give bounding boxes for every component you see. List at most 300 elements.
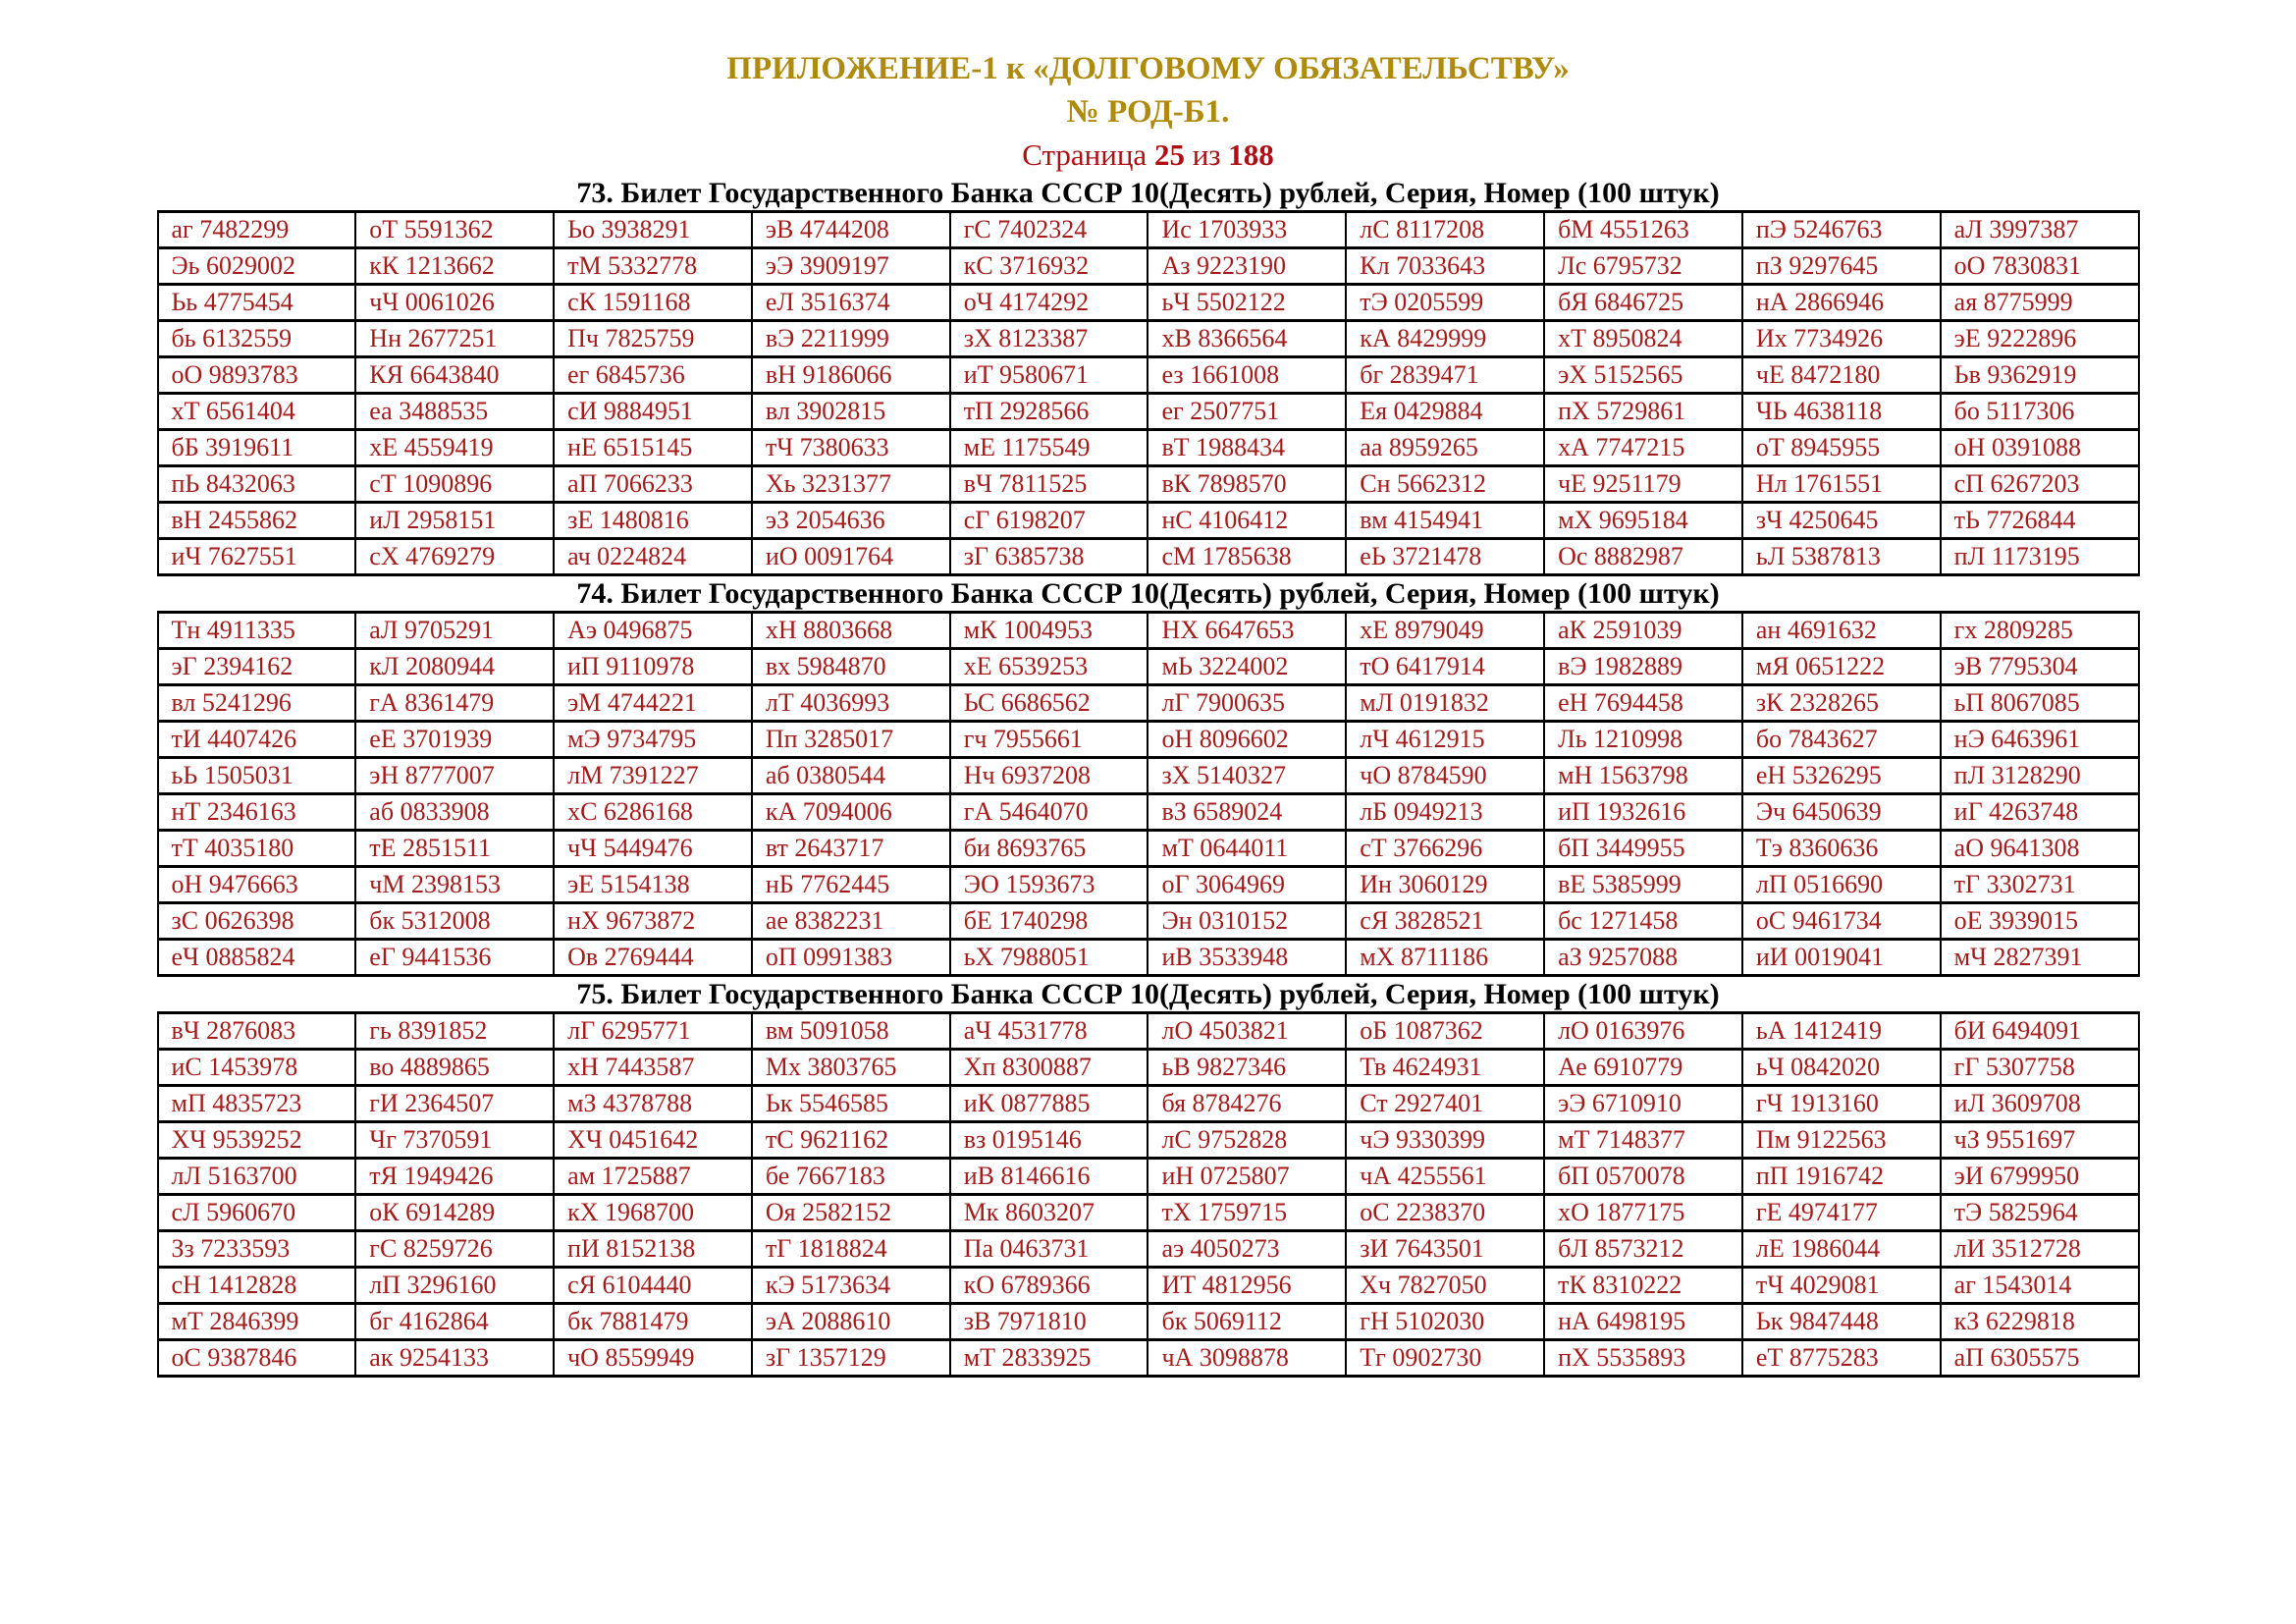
serial-cell: вН 2455862 [158,503,356,539]
serial-cell: Па 0463731 [950,1231,1148,1268]
of-word: из [1192,137,1221,172]
serial-cell: Чг 7370591 [355,1122,554,1159]
serial-cell: пЛ 1173195 [1941,539,2139,575]
serial-cell: аЛ 9705291 [355,613,554,649]
appendix-title: ПРИЛОЖЕНИЕ-1 к «ДОЛГОВОМУ ОБЯЗАТЕЛЬСТВУ» [726,51,1570,86]
serial-cell: эГ 2394162 [158,649,356,685]
serial-cell: бг 2839471 [1346,357,1544,394]
serial-cell: тЧ 4029081 [1742,1268,1941,1304]
serial-cell: мП 4835723 [158,1086,356,1122]
serial-cell: зЕ 1480816 [554,503,752,539]
serial-cell: гГ 5307758 [1941,1050,2139,1086]
serial-cell: аК 2591039 [1544,613,1742,649]
serial-cell: мХ 8711186 [1346,940,1544,976]
table-row [158,903,2139,940]
serial-cell: чО 8559949 [554,1340,752,1377]
serial-cell: лЕ 1986044 [1742,1231,1941,1268]
serial-cell: тЬ 7726844 [1941,503,2139,539]
serial-cell: еа 3488535 [355,394,554,430]
serial-cell: мК 1004953 [950,613,1148,649]
serial-cell: иК 0877885 [950,1086,1148,1122]
serial-cell: лТ 4036993 [752,685,950,722]
serial-cell: вЧ 2876083 [158,1013,356,1050]
table-row [158,539,2139,575]
serial-cell: хЕ 8979049 [1346,613,1544,649]
serial-cell: бЕ 1740298 [950,903,1148,940]
serial-cell: иЧ 7627551 [158,539,356,575]
serial-cell: ХЧ 0451642 [554,1122,752,1159]
serial-cell: мЕ 1175549 [950,430,1148,466]
serial-cell: бь 6132559 [158,321,356,357]
table-row [158,430,2139,466]
table-row [158,357,2139,394]
serial-cell: вм 4154941 [1346,503,1544,539]
serial-cell: вЧ 7811525 [950,466,1148,503]
serial-cell: мТ 2846399 [158,1304,356,1340]
serial-cell: аб 0833908 [355,794,554,831]
serial-cell: Ьв 9362919 [1941,357,2139,394]
table-section-75 [0,978,2296,1378]
serial-cell: сМ 1785638 [1148,539,1346,575]
serial-cell: тХ 1759715 [1148,1195,1346,1231]
serial-cell: Тг 0902730 [1346,1340,1544,1377]
serial-cell: бЛ 8573212 [1544,1231,1742,1268]
serial-cell: чМ 2398153 [355,867,554,903]
serial-cell: иИ 0019041 [1742,940,1941,976]
serial-cell: НХ 6647653 [1148,613,1346,649]
serial-cell: бо 7843627 [1742,722,1941,758]
serial-cell: зС 0626398 [158,903,356,940]
serial-cell: иН 0725807 [1148,1159,1346,1195]
serial-cell: оС 9387846 [158,1340,356,1377]
serial-cell: тЭ 5825964 [1941,1195,2139,1231]
serial-cell: Хч 7827050 [1346,1268,1544,1304]
serial-cell: сТ 1090896 [355,466,554,503]
serial-cell: ХЧ 9539252 [158,1122,356,1159]
serial-cell: ач 0224824 [554,539,752,575]
serial-cell: Тн 4911335 [158,613,356,649]
serial-cell: ьЬ 1505031 [158,758,356,794]
serial-cell: кО 6789366 [950,1268,1148,1304]
serial-cell: во 4889865 [355,1050,554,1086]
serial-cell: сЯ 6104440 [554,1268,752,1304]
serial-cell: зВ 7971810 [950,1304,1148,1340]
serial-cell: мН 1563798 [1544,758,1742,794]
serial-cell: ЧЬ 4638118 [1742,394,1941,430]
serial-cell: нТ 2346163 [158,794,356,831]
serial-cell: ег 2507751 [1148,394,1346,430]
serial-cell: чЕ 9251179 [1544,466,1742,503]
table-caption: 75. Билет Государственного Банка СССР 10(Десять) рублей, Серия, Номер (100 штук) [576,978,1720,1010]
table-section-74 [0,577,2296,977]
serial-cell: зИ 7643501 [1346,1231,1544,1268]
serial-cell: тС 9621162 [752,1122,950,1159]
serial-cell: тЭ 0205599 [1346,285,1544,321]
serial-cell: сТ 3766296 [1346,831,1544,867]
serial-cell: лС 9752828 [1148,1122,1346,1159]
serial-cell: аэ 4050273 [1148,1231,1346,1268]
serial-cell: гч 7955661 [950,722,1148,758]
serial-cell: нЭ 6463961 [1941,722,2139,758]
serial-cell: зЧ 4250645 [1742,503,1941,539]
serial-cell: сХ 4769279 [355,539,554,575]
serial-cell: хТ 6561404 [158,394,356,430]
table-row [158,1231,2139,1268]
serial-cell: еЧ 0885824 [158,940,356,976]
serial-cell: лЧ 4612915 [1346,722,1544,758]
serial-cell: Хь 3231377 [752,466,950,503]
serial-cell: иП 1932616 [1544,794,1742,831]
serial-cell: Ьо 3938291 [554,212,752,248]
serial-cell: вК 7898570 [1148,466,1346,503]
serial-cell: оЧ 4174292 [950,285,1148,321]
serial-cell: ьЧ 5502122 [1148,285,1346,321]
serial-table-74 [157,611,2140,977]
serial-cell: нА 2866946 [1742,285,1941,321]
serial-cell: мЯ 0651222 [1742,649,1941,685]
table-row [158,722,2139,758]
serial-cell: зГ 6385738 [950,539,1148,575]
serial-cell: бМ 4551263 [1544,212,1742,248]
serial-cell: еТ 8775283 [1742,1340,1941,1377]
serial-cell: Мх 3803765 [752,1050,950,1086]
serial-cell: хО 1877175 [1544,1195,1742,1231]
table-row [158,1304,2139,1340]
serial-cell: оТ 8945955 [1742,430,1941,466]
serial-cell: лГ 6295771 [554,1013,752,1050]
serial-cell: эИ 6799950 [1941,1159,2139,1195]
serial-cell: аП 7066233 [554,466,752,503]
serial-cell: вЭ 1982889 [1544,649,1742,685]
serial-cell: сЛ 5960670 [158,1195,356,1231]
serial-cell: оК 6914289 [355,1195,554,1231]
serial-cell: Их 7734926 [1742,321,1941,357]
serial-cell: зХ 8123387 [950,321,1148,357]
serial-cell: гС 8259726 [355,1231,554,1268]
serial-cell: тТ 4035180 [158,831,356,867]
serial-cell: иЛ 2958151 [355,503,554,539]
serial-cell: тЯ 1949426 [355,1159,554,1195]
serial-cell: мХ 9695184 [1544,503,1742,539]
table-row [158,1340,2139,1377]
serial-cell: кХ 1968700 [554,1195,752,1231]
serial-cell: вТ 1988434 [1148,430,1346,466]
serial-cell: ьЧ 0842020 [1742,1050,1941,1086]
serial-cell: гА 5464070 [950,794,1148,831]
table-row [158,248,2139,285]
serial-cell: Ос 8882987 [1544,539,1742,575]
serial-cell: Тв 4624931 [1346,1050,1544,1086]
serial-cell: тК 8310222 [1544,1268,1742,1304]
serial-cell: Пм 9122563 [1742,1122,1941,1159]
serial-cell: еЬ 3721478 [1346,539,1544,575]
serial-cell: пИ 8152138 [554,1231,752,1268]
serial-cell: бк 5069112 [1148,1304,1346,1340]
serial-cell: вН 9186066 [752,357,950,394]
serial-cell: оТ 5591362 [355,212,554,248]
serial-cell: лС 8117208 [1346,212,1544,248]
serial-cell: хВ 8366564 [1148,321,1346,357]
serial-cell: чЭ 9330399 [1346,1122,1544,1159]
serial-cell: эН 8777007 [355,758,554,794]
serial-cell: ьП 8067085 [1941,685,2139,722]
serial-cell: бо 5117306 [1941,394,2139,430]
serial-cell: Ст 2927401 [1346,1086,1544,1122]
serial-cell: кЭ 5173634 [752,1268,950,1304]
table-row [158,685,2139,722]
serial-cell: иП 9110978 [554,649,752,685]
serial-cell: еЛ 3516374 [752,285,950,321]
serial-cell: сП 6267203 [1941,466,2139,503]
serial-cell: аЛ 3997387 [1941,212,2139,248]
table-row [158,321,2139,357]
table-row [158,613,2139,649]
serial-cell: оН 8096602 [1148,722,1346,758]
serial-cell: ЬС 6686562 [950,685,1148,722]
serial-cell: вм 5091058 [752,1013,950,1050]
serial-cell: иЛ 3609708 [1941,1086,2139,1122]
table-row [158,1013,2139,1050]
page-current: 25 [1153,137,1185,172]
serial-cell: ак 9254133 [355,1340,554,1377]
serial-cell: Ьк 9847448 [1742,1304,1941,1340]
serial-cell: Пп 3285017 [752,722,950,758]
serial-cell: бк 5312008 [355,903,554,940]
serial-cell: зХ 5140327 [1148,758,1346,794]
page-total: 188 [1228,137,1274,172]
serial-cell: оН 9476663 [158,867,356,903]
serial-cell: гН 5102030 [1346,1304,1544,1340]
serial-cell: хЕ 4559419 [355,430,554,466]
serial-cell: вЕ 5385999 [1544,867,1742,903]
serial-cell: тМ 5332778 [554,248,752,285]
serial-cell: лО 0163976 [1544,1013,1742,1050]
serial-cell: чО 8784590 [1346,758,1544,794]
serial-cell: чЕ 8472180 [1742,357,1941,394]
serial-cell: би 8693765 [950,831,1148,867]
table-row [158,1122,2139,1159]
serial-cell: аО 9641308 [1941,831,2139,867]
serial-cell: иВ 8146616 [950,1159,1148,1195]
table-caption: 73. Билет Государственного Банка СССР 10(Десять) рублей, Серия, Номер (100 штук) [576,177,1720,209]
serial-cell: чА 3098878 [1148,1340,1346,1377]
serial-cell: Хп 8300887 [950,1050,1148,1086]
table-row [158,212,2139,248]
serial-cell: Ьь 4775454 [158,285,356,321]
serial-cell: чЧ 5449476 [554,831,752,867]
serial-cell: эВ 7795304 [1941,649,2139,685]
document-header [0,0,2296,176]
serial-cell: оП 0991383 [752,940,950,976]
serial-table-73 [157,210,2140,576]
table-row [158,940,2139,976]
serial-cell: пЭ 5246763 [1742,212,1941,248]
serial-cell: ьА 1412419 [1742,1013,1941,1050]
serial-cell: нС 4106412 [1148,503,1346,539]
serial-cell: кА 8429999 [1346,321,1544,357]
table-row [158,867,2139,903]
serial-cell: вл 3902815 [752,394,950,430]
serial-cell: Мк 8603207 [950,1195,1148,1231]
serial-cell: бП 3449955 [1544,831,1742,867]
serial-cell: оН 0391088 [1941,430,2139,466]
table-row [158,503,2139,539]
table-row [158,1268,2139,1304]
serial-cell: оО 7830831 [1941,248,2139,285]
serial-cell: Кл 7033643 [1346,248,1544,285]
serial-cell: мЛ 0191832 [1346,685,1544,722]
serial-cell: Ея 0429884 [1346,394,1544,430]
serial-cell: лП 3296160 [355,1268,554,1304]
serial-cell: кК 1213662 [355,248,554,285]
serial-cell: пЬ 8432063 [158,466,356,503]
serial-cell: Пч 7825759 [554,321,752,357]
serial-cell: кЛ 2080944 [355,649,554,685]
serial-cell: бк 7881479 [554,1304,752,1340]
serial-cell: тИ 4407426 [158,722,356,758]
serial-cell: Аэ 0496875 [554,613,752,649]
serial-cell: ая 8775999 [1941,285,2139,321]
serial-cell: Ль 1210998 [1544,722,1742,758]
table-row [158,466,2139,503]
serial-cell: Зз 7233593 [158,1231,356,1268]
serial-cell: аг 1543014 [1941,1268,2139,1304]
serial-cell: Эь 6029002 [158,248,356,285]
serial-cell: лМ 7391227 [554,758,752,794]
serial-cell: хТ 8950824 [1544,321,1742,357]
serial-cell: аг 7482299 [158,212,356,248]
serial-cell: эВ 4744208 [752,212,950,248]
serial-cell: лП 0516690 [1742,867,1941,903]
serial-cell: еЕ 3701939 [355,722,554,758]
table-row [158,758,2139,794]
serial-cell: ьХ 7988051 [950,940,1148,976]
serial-cell: бе 7667183 [752,1159,950,1195]
serial-cell: сГ 6198207 [950,503,1148,539]
serial-cell: ЭО 1593673 [950,867,1148,903]
serial-cell: хЕ 6539253 [950,649,1148,685]
serial-cell: мТ 7148377 [1544,1122,1742,1159]
table-row [158,394,2139,430]
serial-cell: еН 7694458 [1544,685,1742,722]
table-row [158,831,2139,867]
serial-cell: оЕ 3939015 [1941,903,2139,940]
serial-cell: нБ 7762445 [752,867,950,903]
serial-cell: гА 8361479 [355,685,554,722]
serial-cell: нЕ 6515145 [554,430,752,466]
serial-cell: Ин 3060129 [1346,867,1544,903]
serial-cell: гИ 2364507 [355,1086,554,1122]
serial-cell: эЗ 2054636 [752,503,950,539]
serial-cell: еГ 9441536 [355,940,554,976]
serial-cell: гЧ 1913160 [1742,1086,1941,1122]
serial-cell: Оя 2582152 [752,1195,950,1231]
serial-cell: еН 5326295 [1742,758,1941,794]
serial-cell: бг 4162864 [355,1304,554,1340]
serial-cell: эЕ 9222896 [1941,321,2139,357]
table-row [158,1050,2139,1086]
serial-cell: вЗ 6589024 [1148,794,1346,831]
table-caption: 74. Билет Государственного Банка СССР 10(Десять) рублей, Серия, Номер (100 штук) [576,577,1720,610]
serial-cell: Нл 1761551 [1742,466,1941,503]
serial-cell: лБ 0949213 [1346,794,1544,831]
table-row [158,285,2139,321]
table-row [158,1159,2139,1195]
serial-cell: гЕ 4974177 [1742,1195,1941,1231]
serial-cell: аП 6305575 [1941,1340,2139,1377]
serial-cell: аб 0380544 [752,758,950,794]
serial-cell: мТ 2833925 [950,1340,1148,1377]
serial-cell: эЕ 5154138 [554,867,752,903]
serial-cell: мЗ 4378788 [554,1086,752,1122]
serial-cell: Тэ 8360636 [1742,831,1941,867]
serial-cell: бя 8784276 [1148,1086,1346,1122]
page-indicator [0,134,2296,176]
page-word: Страница [1022,137,1148,172]
serial-cell: сН 1412828 [158,1268,356,1304]
serial-cell: Ов 2769444 [554,940,752,976]
serial-cell: пЗ 9297645 [1742,248,1941,285]
document-number: № РОД-Б1. [1066,94,1230,130]
serial-cell: тЕ 2851511 [355,831,554,867]
serial-cell: вт 2643717 [752,831,950,867]
serial-cell: вЭ 2211999 [752,321,950,357]
serial-cell: Аз 9223190 [1148,248,1346,285]
serial-cell: Эч 6450639 [1742,794,1941,831]
serial-cell: оС 9461734 [1742,903,1941,940]
table-section-73 [0,177,2296,576]
serial-cell: оО 9893783 [158,357,356,394]
serial-cell: тГ 1818824 [752,1231,950,1268]
serial-cell: ьЛ 5387813 [1742,539,1941,575]
serial-cell: гх 2809285 [1941,613,2139,649]
serial-cell: бИ 6494091 [1941,1013,2139,1050]
serial-cell: Сн 5662312 [1346,466,1544,503]
serial-cell: бс 1271458 [1544,903,1742,940]
serial-cell: зГ 1357129 [752,1340,950,1377]
serial-cell: ам 1725887 [554,1159,752,1195]
serial-cell: чЗ 9551697 [1941,1122,2139,1159]
serial-cell: иГ 4263748 [1941,794,2139,831]
serial-cell: иО 0091764 [752,539,950,575]
serial-cell: лГ 7900635 [1148,685,1346,722]
serial-cell: вх 5984870 [752,649,950,685]
serial-cell: оБ 1087362 [1346,1013,1544,1050]
serial-cell: КЯ 6643840 [355,357,554,394]
serial-cell: лИ 3512728 [1941,1231,2139,1268]
serial-cell: ан 4691632 [1742,613,1941,649]
serial-cell: тО 6417914 [1346,649,1544,685]
serial-cell: зК 2328265 [1742,685,1941,722]
serial-cell: бБ 3919611 [158,430,356,466]
serial-cell: сЯ 3828521 [1346,903,1544,940]
serial-cell: вл 5241296 [158,685,356,722]
table-row [158,1195,2139,1231]
serial-cell: пХ 5535893 [1544,1340,1742,1377]
serial-cell: бЯ 6846725 [1544,285,1742,321]
serial-cell: Лс 6795732 [1544,248,1742,285]
serial-cell: хС 6286168 [554,794,752,831]
serial-cell: кС 3716932 [950,248,1148,285]
serial-cell: Ьк 5546585 [752,1086,950,1122]
serial-cell: мЭ 9734795 [554,722,752,758]
serial-cell: эХ 5152565 [1544,357,1742,394]
serial-cell: пЛ 3128290 [1941,758,2139,794]
serial-cell: чА 4255561 [1346,1159,1544,1195]
serial-cell: ьВ 9827346 [1148,1050,1346,1086]
serial-cell: ае 8382231 [752,903,950,940]
serial-cell: чЧ 0061026 [355,285,554,321]
